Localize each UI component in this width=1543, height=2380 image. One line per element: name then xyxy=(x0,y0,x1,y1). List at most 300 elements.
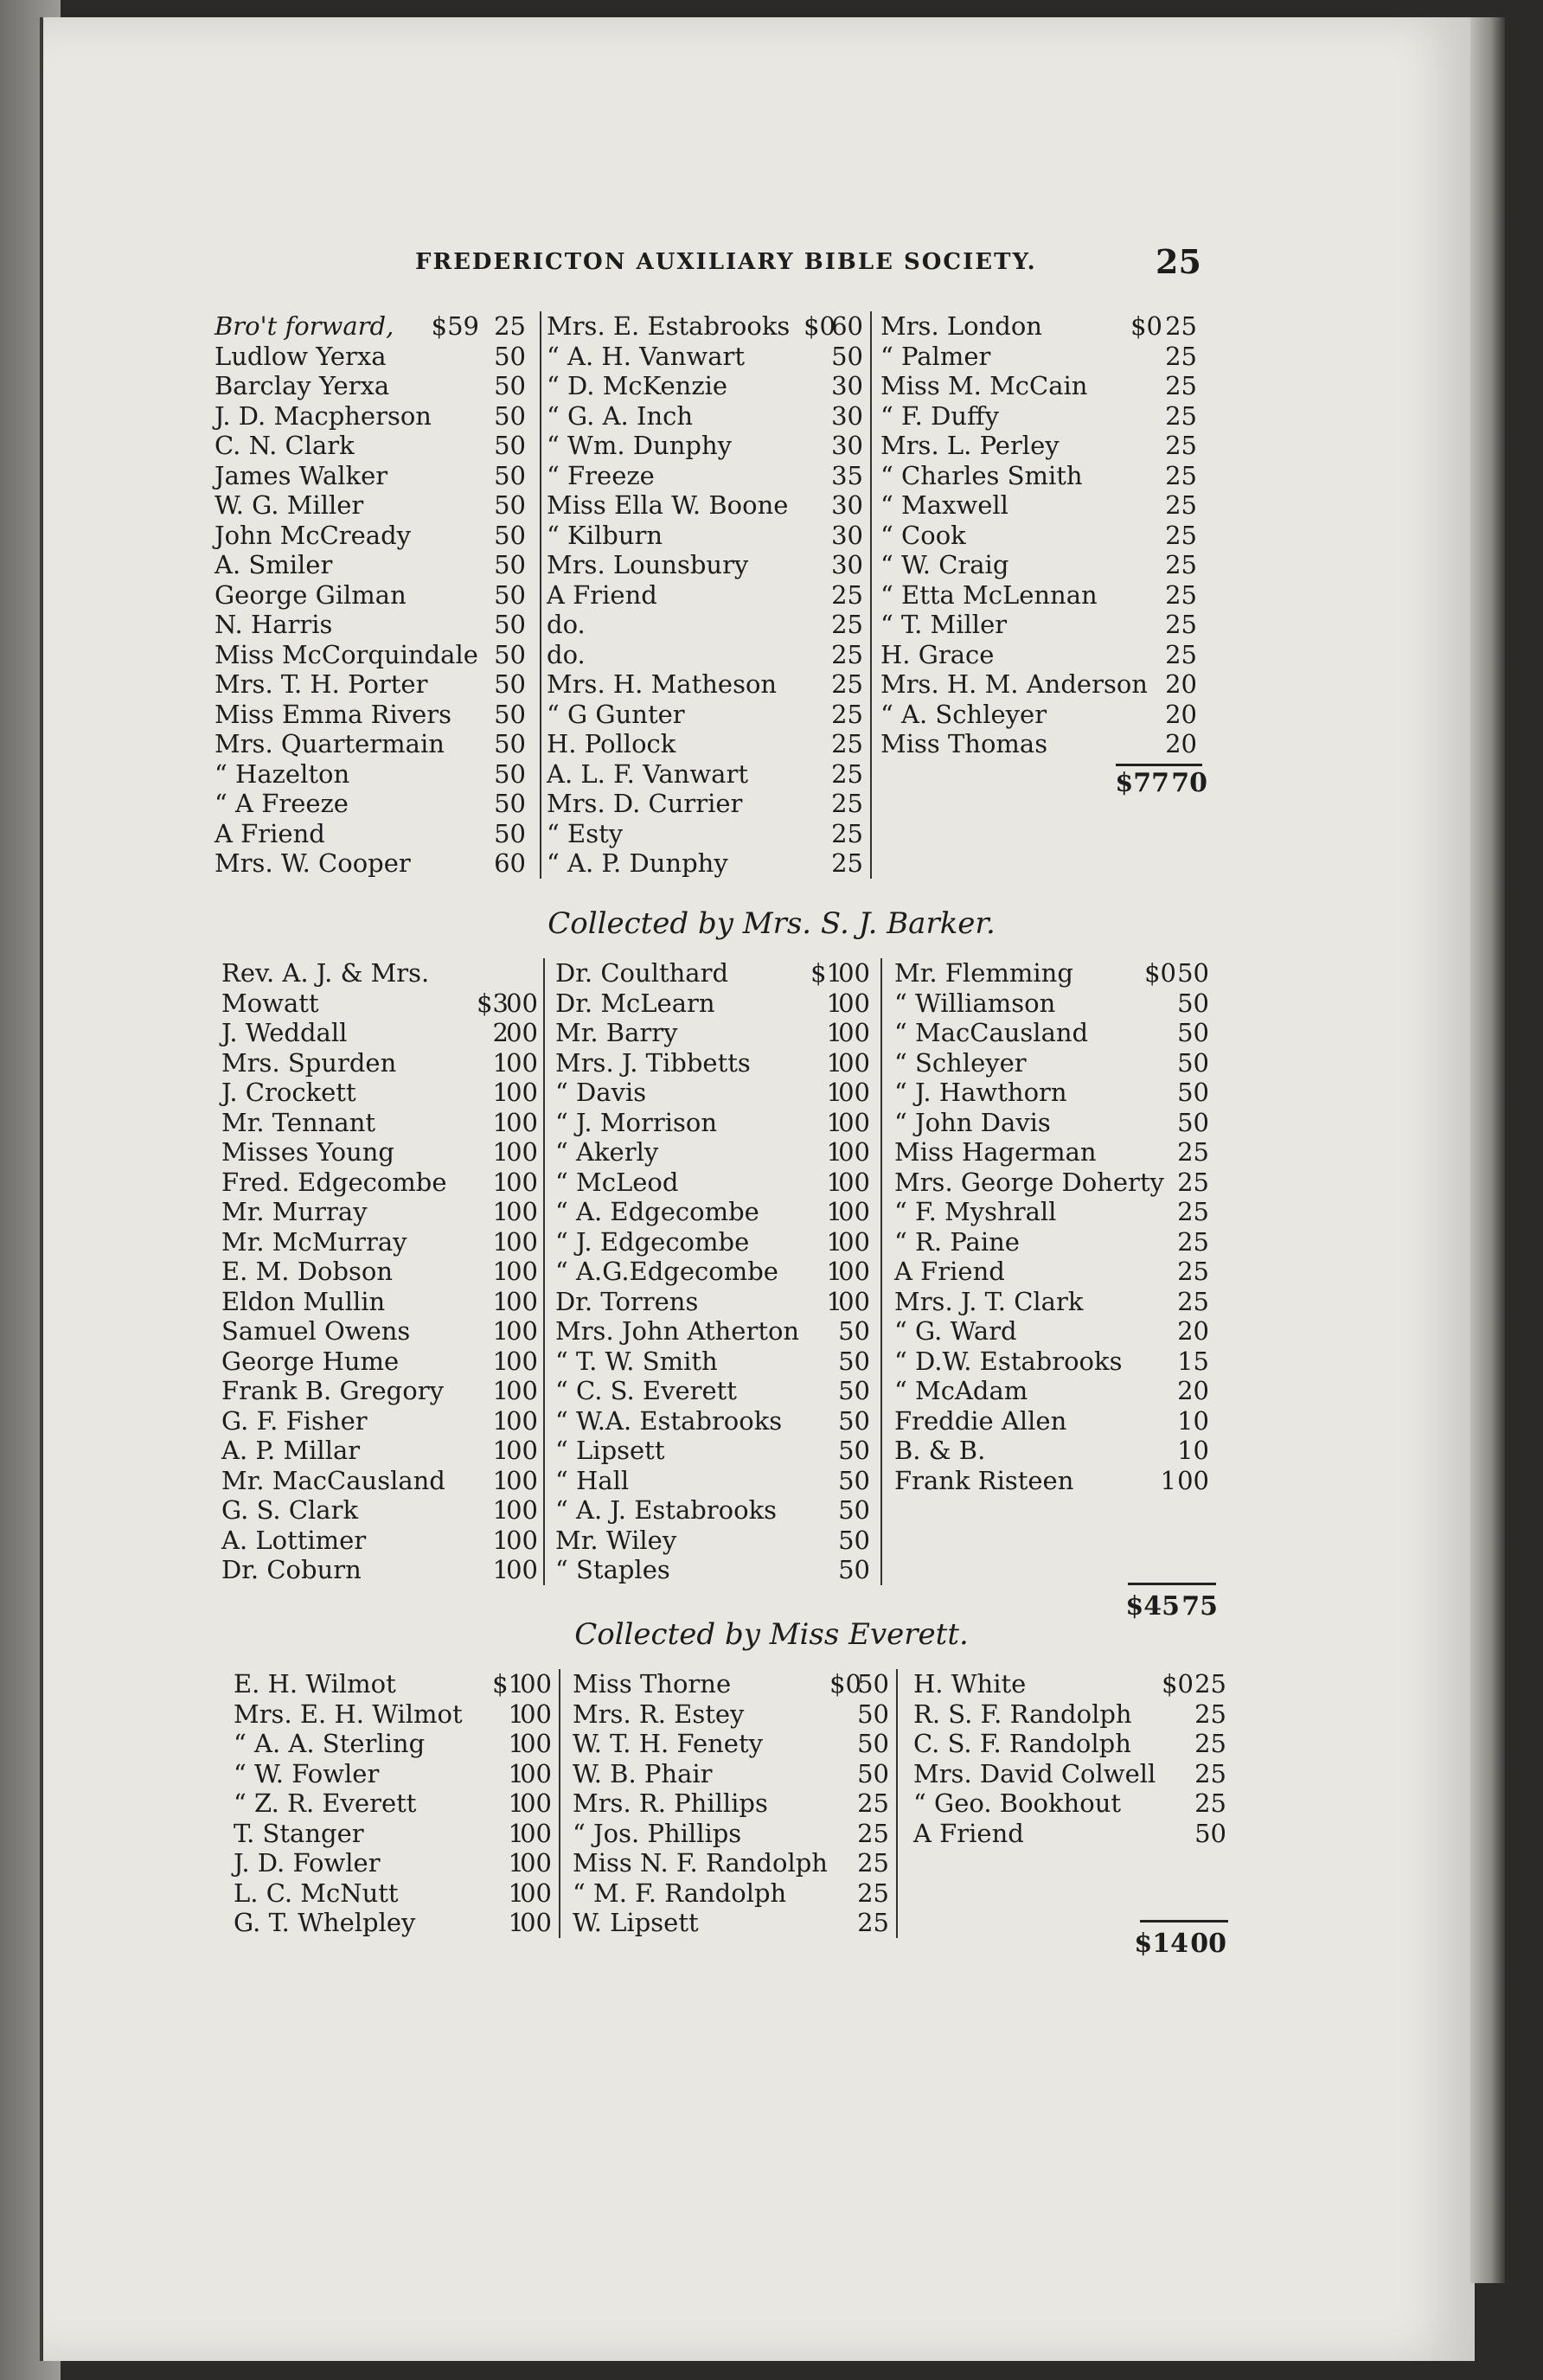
contributor-name: “ Palmer xyxy=(880,341,991,371)
amount-dollars: 1 xyxy=(826,1197,842,1226)
amount-cents: 25 xyxy=(1165,371,1197,400)
amount-cents: 50 xyxy=(494,550,526,579)
contributor-name: “ G Gunter xyxy=(547,699,685,729)
list-item xyxy=(573,1759,896,1789)
contributor-name: W. B. Phair xyxy=(573,1758,713,1788)
list-item xyxy=(221,958,543,988)
contributor-name: Mrs. David Colwell xyxy=(913,1758,1156,1788)
amount-cents: 30 xyxy=(831,400,863,431)
contributor-name: “ F. Duffy xyxy=(880,400,999,431)
list-item xyxy=(573,1908,896,1938)
list-item xyxy=(555,1048,880,1078)
amount-cents: 50 xyxy=(494,400,526,431)
contributor-name: G. F. Fisher xyxy=(221,1405,368,1436)
amount-cents: 25 xyxy=(831,699,863,729)
amount-cents: 50 xyxy=(838,1316,870,1346)
list-item xyxy=(555,1495,880,1526)
amount-cents: 00 xyxy=(506,1018,538,1047)
contributor-name: R. S. F. Randolph xyxy=(913,1699,1132,1729)
list-item xyxy=(214,700,540,730)
list-item xyxy=(894,1078,1214,1108)
list-item xyxy=(880,550,1200,580)
list-item xyxy=(234,1729,559,1759)
amount-cents: 50 xyxy=(494,818,526,848)
contributor-name: Miss Ella W. Boone xyxy=(547,490,789,520)
list-item xyxy=(547,759,870,790)
contributor-name: “ W.A. Estabrooks xyxy=(555,1405,783,1436)
amount-cents: 00 xyxy=(520,1818,552,1848)
list-item xyxy=(880,431,1200,461)
list-item xyxy=(880,490,1200,521)
amount-cents: 15 xyxy=(1177,1346,1209,1376)
list-item xyxy=(894,1287,1214,1317)
column-2 xyxy=(573,1669,898,1938)
list-item xyxy=(214,848,540,879)
list-item xyxy=(214,490,540,521)
list-item xyxy=(880,311,1200,342)
amount-cents: 50 xyxy=(494,610,526,639)
amount-dollars: 1 xyxy=(508,1729,524,1758)
amount-dollars: 1 xyxy=(492,1376,509,1405)
list-item xyxy=(880,610,1200,640)
contributor-name: “ Esty xyxy=(547,818,624,848)
amount-cents: 00 xyxy=(506,1286,538,1316)
list-item xyxy=(894,988,1214,1019)
amount-dollars: 1 xyxy=(492,1167,509,1197)
contributor-name: Mr. Tennant xyxy=(221,1107,376,1137)
list-item xyxy=(234,1788,559,1819)
amount-cents: 30 xyxy=(831,371,863,400)
list-item xyxy=(555,1406,880,1436)
contributor-name: A. P. Millar xyxy=(221,1436,361,1465)
amount-dollars: 1 xyxy=(826,1047,842,1078)
amount-cents: 20 xyxy=(1165,729,1197,758)
amount-cents: 00 xyxy=(520,1699,552,1729)
amount-dollars: 1 xyxy=(826,1137,842,1167)
contributor-name: “ T. W. Smith xyxy=(555,1346,718,1376)
amount-cents: 50 xyxy=(1177,988,1209,1018)
page-edge xyxy=(1470,17,1505,2283)
list-item xyxy=(214,759,540,790)
contributor-name: “ C. S. Everett xyxy=(555,1376,737,1405)
list-item xyxy=(880,461,1200,491)
contributor-name: Miss Emma Rivers xyxy=(214,699,452,729)
list-item xyxy=(221,1018,543,1048)
amount-cents: 00 xyxy=(520,1788,552,1818)
total-cents: 00 xyxy=(1190,1929,1226,1959)
list-item xyxy=(555,1197,880,1227)
contributor-name: J. Crockett xyxy=(221,1078,356,1107)
contributor-name: “ Akerly xyxy=(555,1137,659,1167)
column-3 xyxy=(880,311,1200,759)
amount-dollars: 1 xyxy=(1160,1465,1176,1495)
list-item xyxy=(234,1699,559,1730)
contributor-name: Mowatt xyxy=(221,988,319,1018)
amount-cents: 50 xyxy=(494,431,526,460)
amount-cents: 50 xyxy=(1177,1107,1209,1137)
contributor-name: Mr. MacCausland xyxy=(221,1465,445,1495)
amount-cents: 00 xyxy=(838,958,870,988)
contributor-name: J. D. Macpherson xyxy=(214,400,432,431)
amount-cents: 25 xyxy=(831,610,863,639)
list-item xyxy=(221,1466,543,1496)
list-item xyxy=(214,342,540,372)
list-item xyxy=(214,580,540,611)
contributor-name: “ Staples xyxy=(555,1555,670,1584)
amount-cents: 00 xyxy=(506,1197,538,1226)
amount-dollars: 1 xyxy=(492,1436,509,1465)
contributor-name: Mrs. John Atherton xyxy=(555,1316,800,1346)
contributor-name: “ R. Paine xyxy=(894,1226,1020,1257)
amount-cents: 00 xyxy=(506,1137,538,1167)
contributor-name: “ A.G.Edgecombe xyxy=(555,1257,778,1286)
amount-cents: 50 xyxy=(857,1669,889,1699)
contributor-name: A. Smiler xyxy=(214,550,333,579)
total-cents: 75 xyxy=(1181,1591,1218,1622)
amount-cents: 25 xyxy=(1165,400,1197,431)
contributor-name: “ A. A. Sterling xyxy=(234,1729,426,1758)
section-total xyxy=(1116,1929,1228,1960)
contributor-name: G. S. Clark xyxy=(221,1495,359,1525)
amount-cents: 00 xyxy=(506,1316,538,1346)
contributor-name: “ Jos. Phillips xyxy=(573,1818,742,1848)
amount-cents: 20 xyxy=(1177,1316,1209,1346)
amount-cents: 00 xyxy=(520,1729,552,1758)
contributor-name: A Friend xyxy=(913,1818,1024,1848)
amount-cents: 00 xyxy=(506,1555,538,1584)
amount-cents: 00 xyxy=(838,1257,870,1286)
list-item xyxy=(221,1287,543,1317)
list-item xyxy=(547,789,870,819)
amount-cents: 25 xyxy=(857,1818,889,1848)
list-item xyxy=(894,1168,1214,1198)
contributor-name: Mr. Barry xyxy=(555,1018,678,1047)
amount-dollars: 1 xyxy=(826,1167,842,1197)
list-item xyxy=(547,580,870,611)
list-item xyxy=(221,1227,543,1257)
amount-cents: 25 xyxy=(1194,1699,1226,1729)
list-item xyxy=(573,1699,896,1730)
contributor-name: “ W. Craig xyxy=(880,550,1009,579)
amount-cents: 50 xyxy=(494,699,526,729)
amount-cents: 50 xyxy=(1177,958,1209,988)
amount-cents: 50 xyxy=(494,758,526,789)
list-item xyxy=(894,1108,1214,1138)
contributor-name: “ McAdam xyxy=(894,1376,1028,1405)
list-item xyxy=(880,521,1200,551)
list-item xyxy=(547,819,870,849)
list-item xyxy=(573,1729,896,1759)
contributor-name: Mrs. George Doherty xyxy=(894,1167,1164,1197)
list-item xyxy=(214,789,540,819)
amount-cents: 50 xyxy=(838,1495,870,1525)
contributor-name: N. Harris xyxy=(214,610,333,639)
list-item xyxy=(880,580,1200,611)
contributor-name: Mrs. Lounsbury xyxy=(547,550,749,579)
list-item xyxy=(214,669,540,700)
amount-cents: 50 xyxy=(494,669,526,699)
list-item xyxy=(214,371,540,401)
amount-cents: 25 xyxy=(1165,460,1197,490)
contributor-name: E. M. Dobson xyxy=(221,1257,394,1286)
amount-dollars: 1 xyxy=(826,1257,842,1286)
amount-dollars: 1 xyxy=(492,1495,509,1525)
contributor-name: “ Hall xyxy=(555,1465,630,1495)
amount-cents: 10 xyxy=(1177,1405,1209,1436)
contributor-name: “ Cook xyxy=(880,520,966,550)
amount-cents: 00 xyxy=(838,1137,870,1167)
contributor-name: “ Kilburn xyxy=(547,520,663,550)
contributor-name: “ Etta McLennan xyxy=(880,579,1098,610)
list-item xyxy=(221,1406,543,1436)
list-item xyxy=(214,819,540,849)
contributor-name: “ Schleyer xyxy=(894,1047,1027,1078)
list-item xyxy=(880,401,1200,432)
contributor-name: Miss M. McCain xyxy=(880,371,1088,400)
list-item xyxy=(913,1729,1232,1759)
column-3 xyxy=(913,1669,1232,1848)
amount-cents: 25 xyxy=(1177,1167,1209,1197)
column-2 xyxy=(555,958,882,1585)
contributor-name: Mrs. Spurden xyxy=(221,1047,397,1078)
amount-cents: 25 xyxy=(831,729,863,758)
contributor-name: Mr. Flemming xyxy=(894,958,1073,988)
amount-cents: 00 xyxy=(838,1078,870,1107)
list-item xyxy=(547,550,870,580)
contributor-name: B. & B. xyxy=(894,1436,986,1465)
contributor-name: “ A. Edgecombe xyxy=(555,1197,759,1226)
list-item xyxy=(880,342,1200,372)
contributor-name: Miss Thomas xyxy=(880,729,1048,758)
contributor-name: Rev. A. J. & Mrs. xyxy=(221,958,430,988)
list-item xyxy=(913,1759,1232,1789)
list-item xyxy=(555,1137,880,1168)
amount-cents: 50 xyxy=(857,1758,889,1788)
amount-cents: 00 xyxy=(520,1848,552,1878)
running-title: FREDERICTON AUXILIARY BIBLE SOCIETY. xyxy=(415,249,1037,275)
list-item xyxy=(547,729,870,759)
list-item xyxy=(221,1197,543,1227)
amount-cents: 00 xyxy=(506,1167,538,1197)
list-item xyxy=(547,342,870,372)
list-item xyxy=(214,461,540,491)
amount-cents: 50 xyxy=(494,729,526,758)
list-item xyxy=(234,1819,559,1849)
amount-cents: 00 xyxy=(506,1436,538,1465)
contributor-name: do. xyxy=(547,639,586,669)
amount-cents: 00 xyxy=(520,1758,552,1788)
amount-cents: 25 xyxy=(1165,341,1197,371)
amount-dollars: 1 xyxy=(492,1286,509,1316)
list-item xyxy=(234,1878,559,1909)
contributor-name: W. Lipsett xyxy=(573,1908,699,1937)
amount-cents: 50 xyxy=(838,1376,870,1405)
contributor-name: Samuel Owens xyxy=(221,1316,411,1346)
amount-cents: 00 xyxy=(838,1107,870,1137)
list-item xyxy=(894,1376,1214,1406)
list-item xyxy=(913,1788,1232,1819)
contributor-name: A. L. F. Vanwart xyxy=(547,758,748,789)
list-item xyxy=(234,1669,559,1699)
amount-dollars: 1 xyxy=(826,1107,842,1137)
amount-cents: 00 xyxy=(506,1346,538,1376)
list-item xyxy=(214,311,540,342)
amount-cents: 30 xyxy=(831,431,863,460)
amount-dollars: 1 xyxy=(492,1137,509,1167)
amount-cents: 50 xyxy=(838,1465,870,1495)
list-item xyxy=(913,1669,1232,1699)
list-item xyxy=(547,610,870,640)
amount-dollars: 1 xyxy=(508,1788,524,1818)
column-2 xyxy=(547,311,872,879)
contributor-name: Misses Young xyxy=(221,1137,394,1167)
column-1 xyxy=(234,1669,560,1938)
amount-cents: 25 xyxy=(831,669,863,699)
list-item xyxy=(547,848,870,879)
amount-cents: 00 xyxy=(520,1908,552,1937)
contributor-name: “ G. Ward xyxy=(894,1316,1017,1346)
list-item xyxy=(547,640,870,670)
amount-dollars: $0 xyxy=(829,1669,861,1699)
list-item xyxy=(555,1376,880,1406)
list-item xyxy=(547,431,870,461)
amount-cents: 35 xyxy=(831,460,863,490)
contributor-name: “ A Freeze xyxy=(214,789,349,818)
amount-cents: 25 xyxy=(857,1908,889,1937)
list-item xyxy=(880,371,1200,401)
amount-cents: 25 xyxy=(857,1788,889,1818)
contributor-name: H. White xyxy=(913,1669,1027,1699)
amount-dollars: 1 xyxy=(492,1047,509,1078)
list-item xyxy=(555,1168,880,1198)
contributor-name: Frank B. Gregory xyxy=(221,1376,444,1405)
contributor-name: C. N. Clark xyxy=(214,431,355,460)
contributor-name: A Friend xyxy=(894,1257,1005,1286)
list-item xyxy=(214,640,540,670)
list-item xyxy=(555,1078,880,1108)
list-item xyxy=(221,1436,543,1466)
amount-cents: 50 xyxy=(494,371,526,400)
amount-cents: 25 xyxy=(1165,550,1197,579)
list-item xyxy=(555,1555,880,1585)
amount-dollars: 1 xyxy=(826,1226,842,1257)
list-item xyxy=(573,1878,896,1909)
contributor-name: “ Geo. Bookhout xyxy=(913,1788,1122,1818)
contributor-name: “ MacCausland xyxy=(894,1018,1089,1047)
amount-cents: 00 xyxy=(838,1047,870,1078)
list-item xyxy=(221,1048,543,1078)
amount-cents: 25 xyxy=(494,311,526,341)
list-item xyxy=(214,610,540,640)
contributor-name: Mrs. H. M. Anderson xyxy=(880,669,1148,699)
contributor-name: “ John Davis xyxy=(894,1107,1051,1137)
list-item xyxy=(894,1257,1214,1287)
amount-cents: 25 xyxy=(1177,1286,1209,1316)
contributor-name: Mrs. J. Tibbetts xyxy=(555,1047,751,1078)
amount-dollars: $0 xyxy=(1162,1669,1194,1699)
section-title: Collected by Mrs. S. J. Barker. xyxy=(547,906,996,941)
list-item xyxy=(221,1347,543,1377)
list-item xyxy=(555,1108,880,1138)
total-rule xyxy=(1116,764,1202,766)
amount-dollars: 1 xyxy=(492,1316,509,1346)
contributor-name: “ A. H. Vanwart xyxy=(547,341,746,371)
contributor-name: “ F. Myshrall xyxy=(894,1197,1057,1226)
contributor-name: Mrs. L. Perley xyxy=(880,431,1060,460)
list-item xyxy=(894,1018,1214,1048)
contributor-name: Dr. Coulthard xyxy=(555,958,729,988)
contributor-name: “ McLeod xyxy=(555,1167,679,1197)
amount-cents: 25 xyxy=(1165,579,1197,610)
amount-cents: 25 xyxy=(831,789,863,818)
list-item xyxy=(547,371,870,401)
contributor-name: C. S. F. Randolph xyxy=(913,1729,1131,1758)
amount-dollars: 1 xyxy=(492,1555,509,1584)
amount-dollars: $0 xyxy=(1144,958,1176,988)
amount-cents: 00 xyxy=(506,1465,538,1495)
list-item xyxy=(913,1699,1232,1730)
amount-dollars: 1 xyxy=(508,1878,524,1908)
list-item xyxy=(894,1316,1214,1347)
amount-cents: 25 xyxy=(1177,1137,1209,1167)
total-dollars: $77 xyxy=(1115,768,1169,798)
amount-cents: 50 xyxy=(494,579,526,610)
contributor-name: Frank Risteen xyxy=(894,1465,1074,1495)
contributor-name: “ Lipsett xyxy=(555,1436,665,1465)
column-3 xyxy=(894,958,1214,1495)
amount-dollars: $0 xyxy=(1130,311,1162,341)
contributor-name: H. Grace xyxy=(880,639,995,669)
amount-cents: 00 xyxy=(838,1197,870,1226)
list-item xyxy=(894,1137,1214,1168)
contributor-name: James Walker xyxy=(214,460,388,490)
contributor-name: “ Williamson xyxy=(894,988,1056,1018)
contributor-name: “ Hazelton xyxy=(214,758,350,789)
contributor-name: J. Weddall xyxy=(221,1018,348,1047)
list-item xyxy=(221,1257,543,1287)
amount-dollars: 1 xyxy=(492,1226,509,1257)
list-item xyxy=(555,1227,880,1257)
list-item xyxy=(555,1316,880,1347)
amount-cents: 30 xyxy=(831,520,863,550)
contributor-name: Miss Hagerman xyxy=(894,1137,1097,1167)
amount-dollars: 1 xyxy=(492,1257,509,1286)
amount-cents: 00 xyxy=(520,1878,552,1908)
amount-dollars: 1 xyxy=(826,988,842,1018)
list-item xyxy=(894,1406,1214,1436)
amount-dollars: 1 xyxy=(508,1699,524,1729)
amount-cents: 00 xyxy=(506,1107,538,1137)
list-item xyxy=(221,1495,543,1526)
contributor-name: Mrs. E. Estabrooks xyxy=(547,311,791,341)
contributor-name: Miss N. F. Randolph xyxy=(573,1848,828,1878)
contributor-name: “ J. Hawthorn xyxy=(894,1078,1067,1107)
list-item xyxy=(573,1819,896,1849)
amount-cents: 25 xyxy=(857,1878,889,1908)
amount-cents: 00 xyxy=(838,1286,870,1316)
list-item xyxy=(555,1287,880,1317)
list-item xyxy=(555,1347,880,1377)
list-item xyxy=(234,1759,559,1789)
contributor-name: W. T. H. Fenety xyxy=(573,1729,763,1758)
amount-cents: 25 xyxy=(1194,1788,1226,1818)
list-item xyxy=(880,700,1200,730)
list-item xyxy=(221,1555,543,1585)
list-item xyxy=(214,550,540,580)
list-item xyxy=(555,958,880,988)
total-cents: 70 xyxy=(1171,768,1207,798)
contributor-name: Mr. McMurray xyxy=(221,1226,407,1257)
